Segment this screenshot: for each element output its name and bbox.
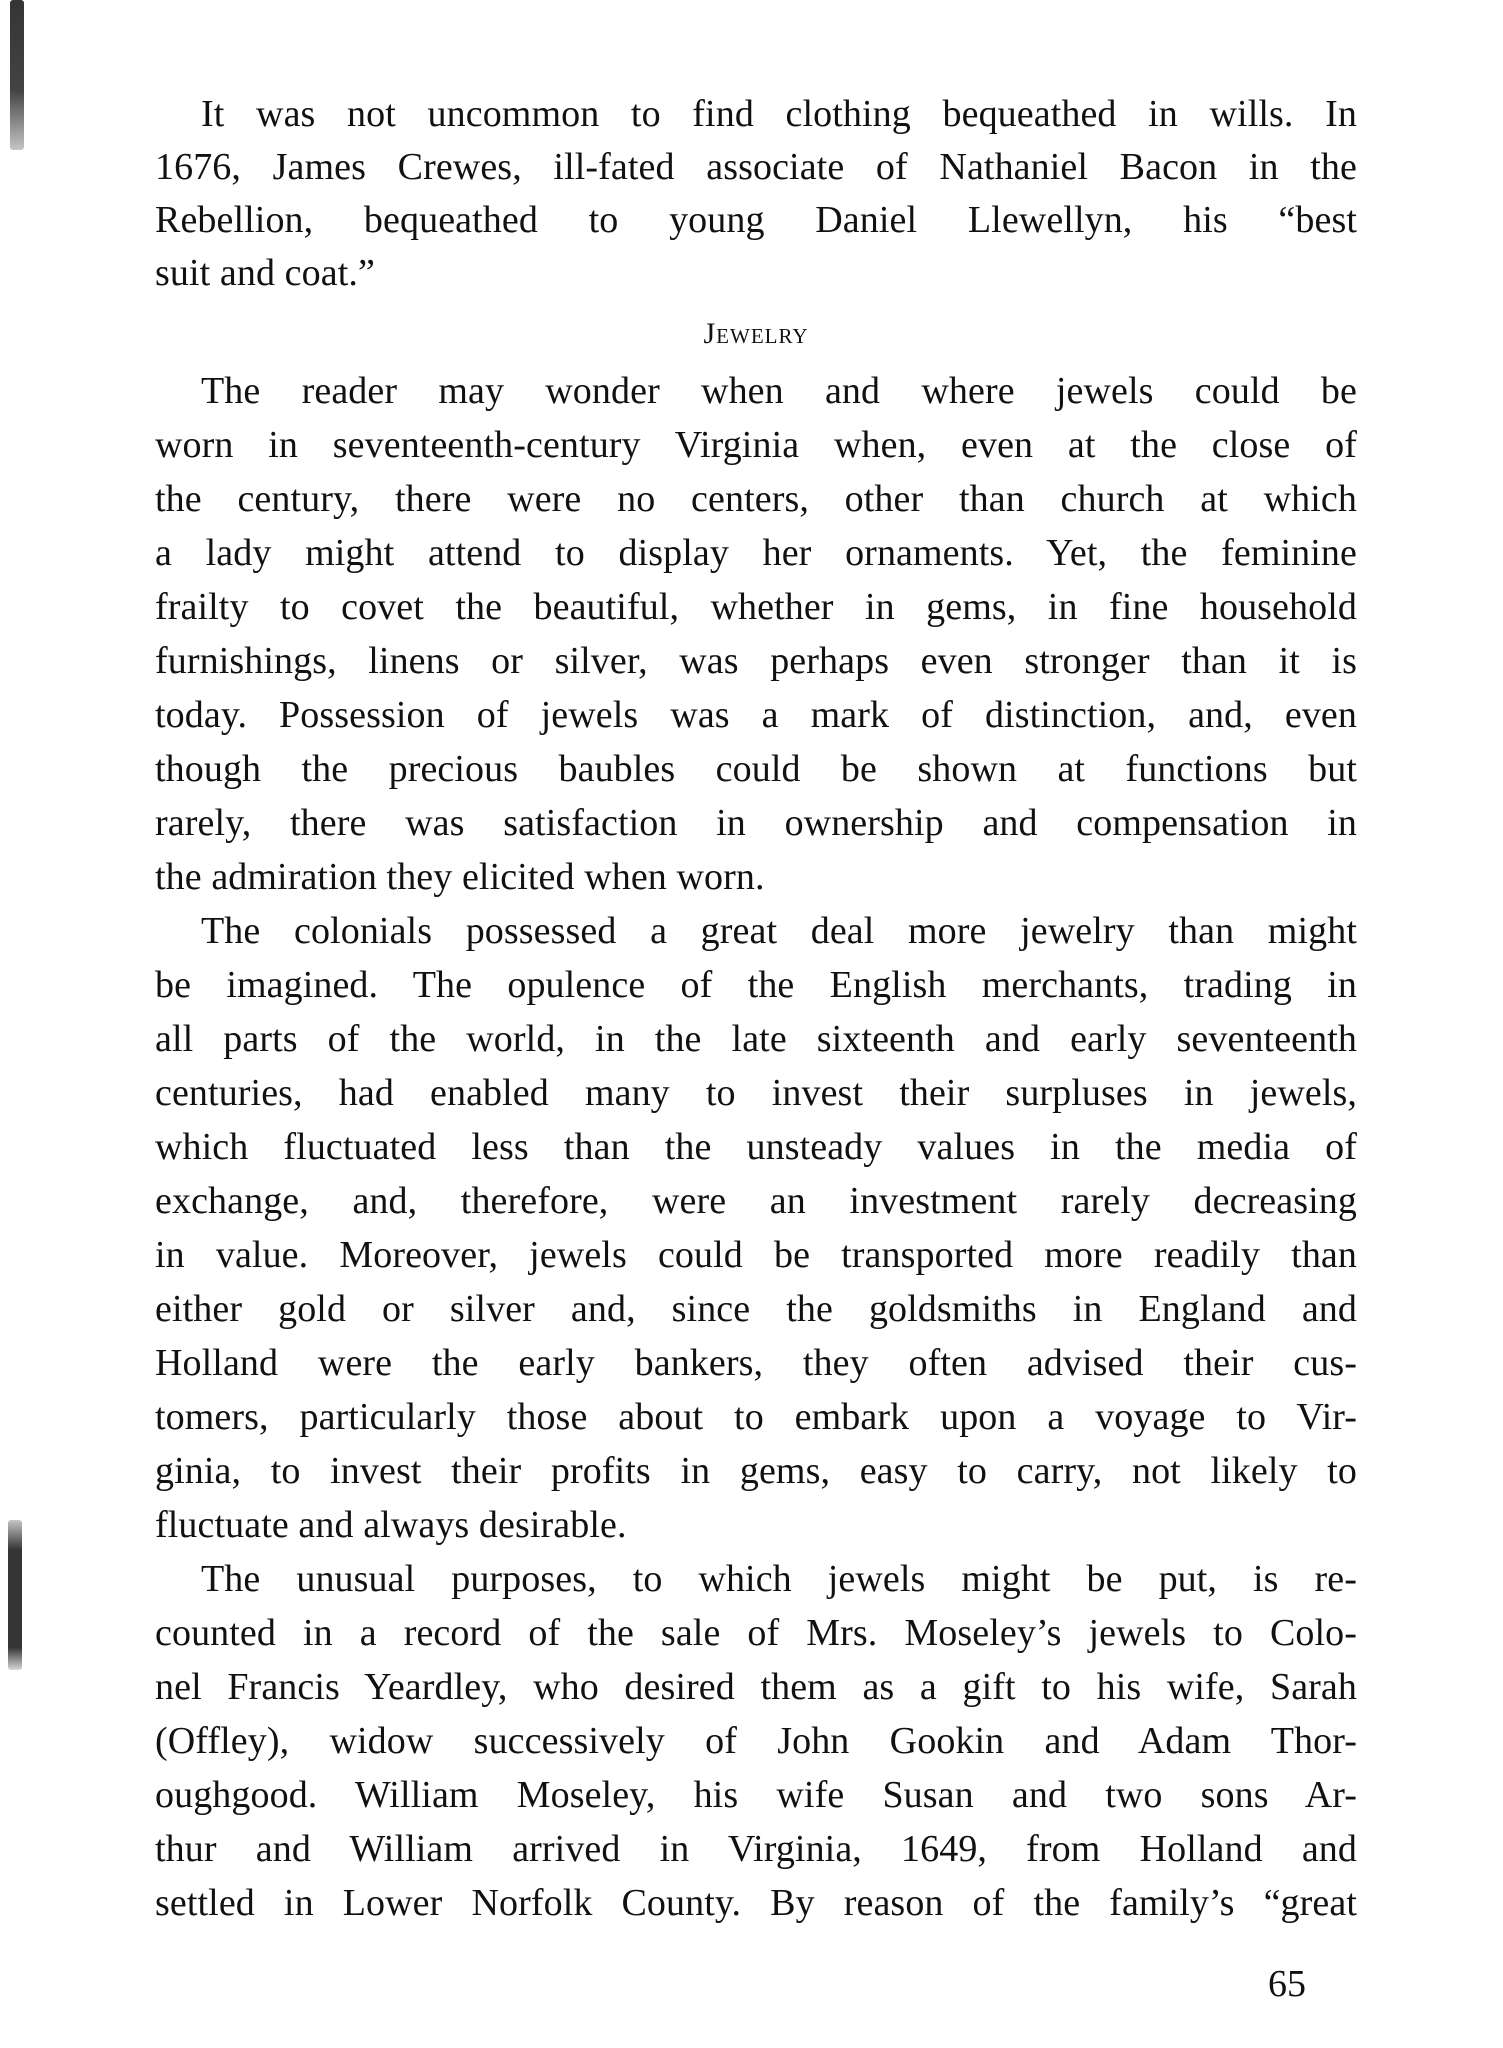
text-line: worn in seventeenth-century Virginia when, even at the close of	[155, 424, 1357, 466]
text-line: The unusual purposes, to which jewels might be put, is re-	[201, 1558, 1357, 1600]
text-line: exchange, and, therefore, were an investment rarely decreasing	[155, 1180, 1357, 1222]
text-line: (Offley), widow successively of John Gookin and Adam Thor-	[155, 1720, 1357, 1762]
text-line: The reader may wonder when and where jewels could be	[201, 370, 1357, 412]
text-line: Holland were the early bankers, they often advised their cus-	[155, 1342, 1357, 1384]
page-number: 65	[1268, 1963, 1306, 2005]
text-line: settled in Lower Norfolk County. By reason of the family’s “great	[155, 1882, 1357, 1924]
text-line: 1676, James Crewes, ill-fated associate of Nathaniel Bacon in the	[155, 146, 1357, 188]
text-line: ginia, to invest their profits in gems, easy to carry, not likely to	[155, 1450, 1357, 1492]
text-line: frailty to covet the beautiful, whether in gems, in fine household	[155, 586, 1357, 628]
text-line: though the precious baubles could be shown at functions but	[155, 748, 1357, 790]
text-line: Rebellion, bequeathed to young Daniel Llewellyn, his “best	[155, 199, 1357, 241]
text-line: today. Possession of jewels was a mark of distinction, and, even	[155, 694, 1357, 736]
text-line: be imagined. The opulence of the English merchants, trading in	[155, 964, 1357, 1006]
text-line: counted in a record of the sale of Mrs. Moseley’s jewels to Colo-	[155, 1612, 1357, 1654]
text-line: nel Francis Yeardley, who desired them as a gift to his wife, Sarah	[155, 1666, 1357, 1708]
text-line: in value. Moreover, jewels could be transported more readily than	[155, 1234, 1357, 1276]
text-line: It was not uncommon to find clothing bequeathed in wills. In	[201, 93, 1357, 135]
text-line: centuries, had enabled many to invest their surpluses in jewels,	[155, 1072, 1357, 1114]
text-line: The colonials possessed a great deal more jewelry than might	[201, 910, 1357, 952]
text-line: fluctuate and always desirable.	[155, 1504, 627, 1546]
text-line: thur and William arrived in Virginia, 1649, from Holland and	[155, 1828, 1357, 1870]
text-line: a lady might attend to display her ornaments. Yet, the feminine	[155, 532, 1357, 574]
text-line: suit and coat.”	[155, 252, 375, 294]
text-line: which fluctuated less than the unsteady values in the media of	[155, 1126, 1357, 1168]
text-line: oughgood. William Moseley, his wife Susan and two sons Ar-	[155, 1774, 1357, 1816]
text-line: tomers, particularly those about to embark upon a voyage to Vir-	[155, 1396, 1357, 1438]
scan-binding-shadow-top	[10, 0, 24, 150]
text-line: rarely, there was satisfaction in ownership and compensation in	[155, 802, 1357, 844]
scan-binding-shadow-bottom	[8, 1520, 22, 1670]
text-line: the admiration they elicited when worn.	[155, 856, 765, 898]
text-line: the century, there were no centers, other than church at which	[155, 478, 1357, 520]
text-line: either gold or silver and, since the goldsmiths in England and	[155, 1288, 1357, 1330]
text-line: all parts of the world, in the late sixteenth and early seventeenth	[155, 1018, 1357, 1060]
section-heading: Jewelry	[703, 317, 809, 350]
text-line: furnishings, linens or silver, was perhaps even stronger than it is	[155, 640, 1357, 682]
